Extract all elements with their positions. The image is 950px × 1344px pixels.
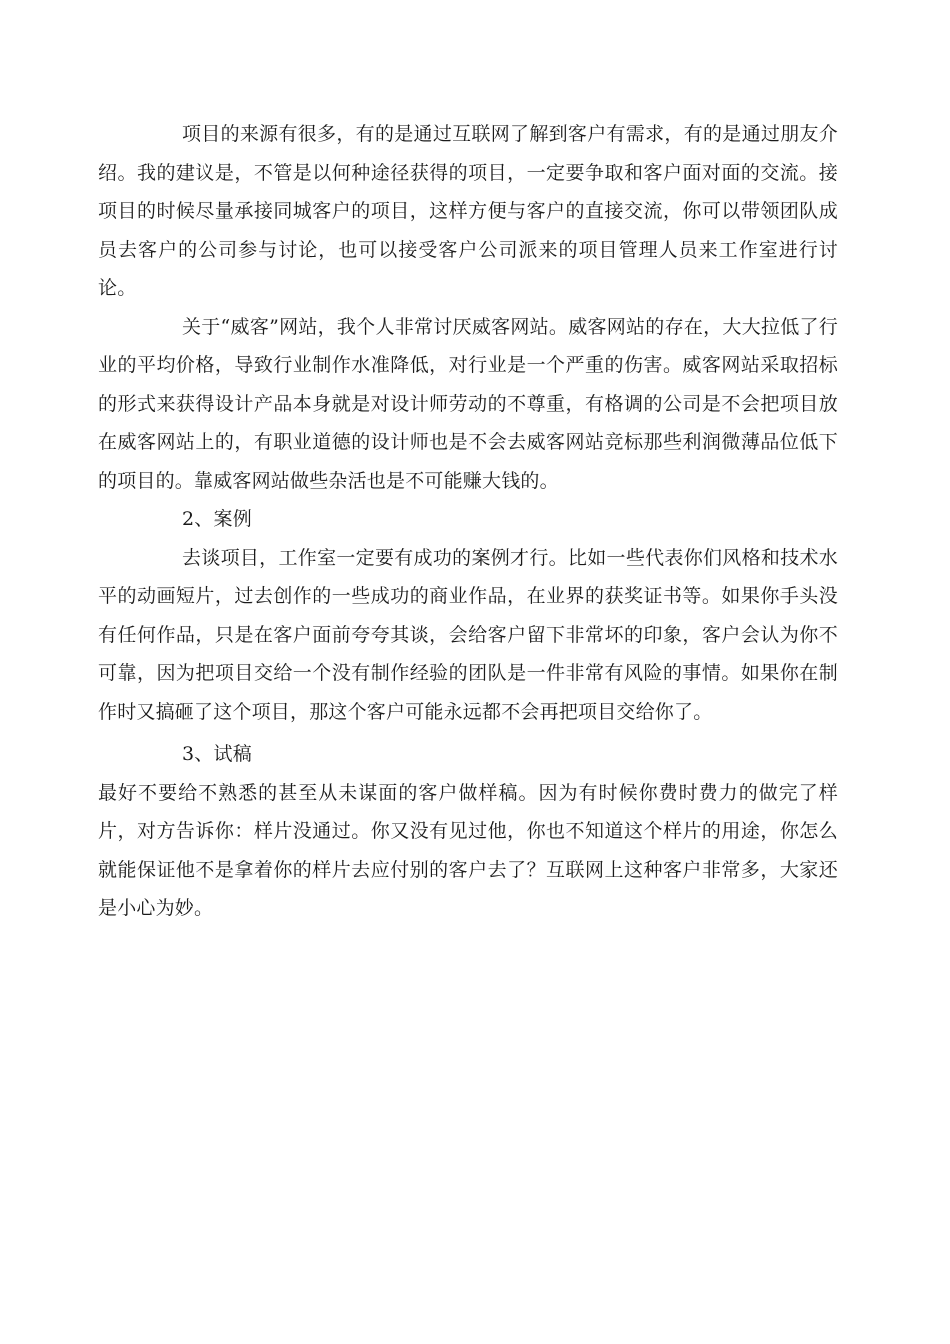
section-heading-trial: 3、试稿 bbox=[182, 743, 252, 765]
document-body bbox=[98, 115, 838, 928]
paragraph-cases: 去谈项目，工作室一定要有成功的案例才行。比如一些代表你们风格和技术水平的动画短片，过去创作的一些成功的商业作品，在业界的获奖证书等。如果你手头没有任何作品，只是在客户面前夸夸其谈，会给客户留下非常坏的印象，客户会认为你不可靠，因为把项目交给一个没有制作经验的团队是一件非常有风险的事情。如果你在制作时又搞砸了这个项目，那这个客户可能永远都不会再把项目交给你了。 bbox=[98, 546, 838, 723]
paragraph-project-sources: 项目的来源有很多，有的是通过互联网了解到客户有需求，有的是通过朋友介绍。我的建议是，不管是以何种途径获得的项目，一定要争取和客户面对面的交流。接项目的时候尽量承接同城客户的项目，这样方便与客户的直接交流，你可以带领团队成员去客户的公司参与讨论，也可以接受客户公司派来的项目管理人员来工作室进行讨论。 bbox=[98, 123, 838, 299]
section-heading-cases: 2、案例 bbox=[182, 508, 252, 530]
paragraph-witkey-websites: 关于“威客”网站，我个人非常讨厌威客网站。威客网站的存在，大大拉低了行业的平均价格，导致行业制作水准降低，对行业是一个严重的伤害。威客网站采取招标的形式来获得设计产品本身就是对设计师劳动的不尊重，有格调的公司是不会把项目放在威客网站上的，有职业道德的设计师也是不会去威客网站竞标那些利润微薄品位低下的项目的。靠威客网站做些杂活也是不可能赚大钱的。 bbox=[98, 315, 838, 492]
paragraph-trial: 最好不要给不熟悉的甚至从未谋面的客户做样稿。因为有时候你费时费力的做完了样片，对方告诉你：样片没通过。你又没有见过他，你也不知道这个样片的用途，你怎么就能保证他不是拿着你的样片去应付别的客户去了？互联网上这种客户非常多，大家还是小心为妙。 bbox=[98, 781, 838, 919]
